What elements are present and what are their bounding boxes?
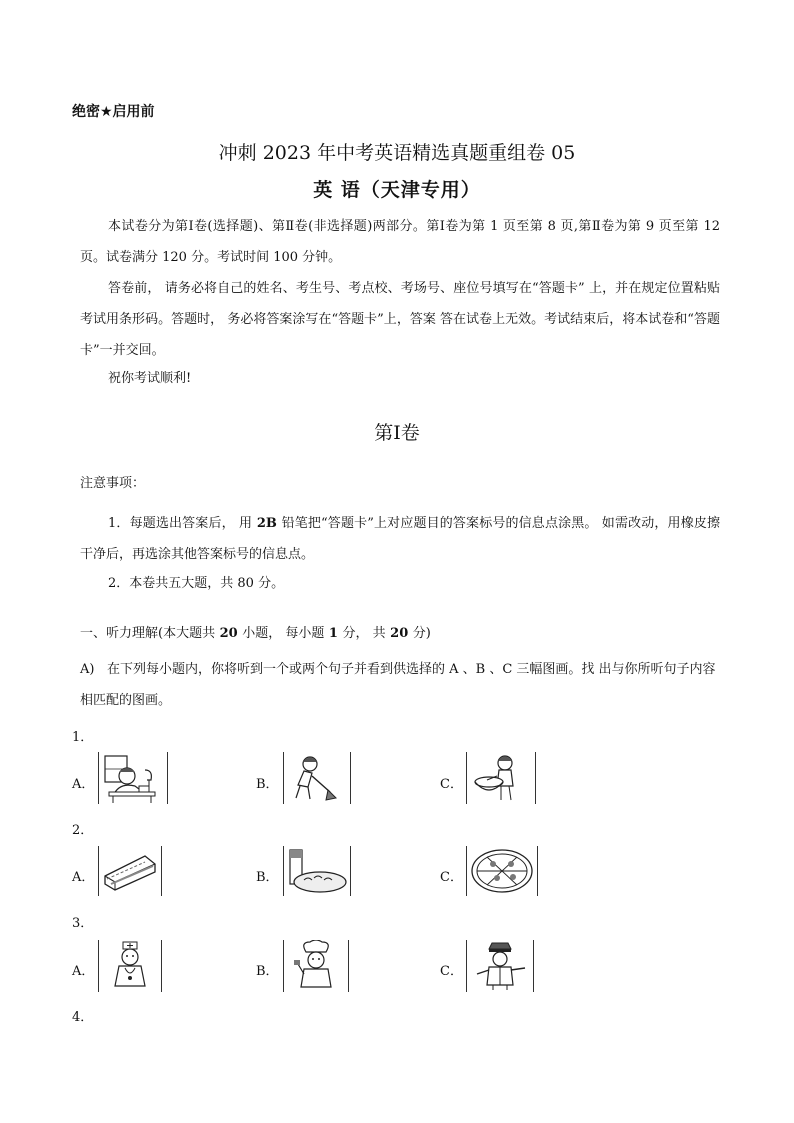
option-label: C． <box>440 870 463 885</box>
heading-text: 分) <box>412 626 431 641</box>
confidential-mark: 绝密★启用前 <box>72 104 155 120</box>
part-a-text: 在下列每小题内，你将听到一个或两个句子并看到供选择的 A 、B 、C 三幅图画。找 出与你所听句子内容相匹配的图画。 <box>80 662 716 708</box>
exam-title: 冲刺 2023 年中考英语精选真题重组卷 05 <box>218 142 576 164</box>
cook-icon[interactable] <box>283 940 349 992</box>
boy-sweeping-icon[interactable] <box>283 752 351 804</box>
pizza-icon[interactable] <box>466 846 538 896</box>
question-number: 2． <box>72 823 94 838</box>
question-number: 1． <box>72 730 94 745</box>
heading-number: 1 <box>324 626 343 641</box>
exam-subtitle: 英 语（天津专用） <box>313 179 481 201</box>
section-title: 第Ⅰ卷 <box>374 422 420 444</box>
option-label: A． <box>72 964 95 979</box>
heading-text: 一、听力理解(本大题共 <box>80 626 216 641</box>
option-label: B． <box>256 870 279 885</box>
note-item-1-text-rest: 铅笔把“答题卡”上对应题目的答案标号的信息点涂黑。 如需改动，用橡皮擦干净后，再选涂其他答案标号的信息点。 <box>80 516 720 562</box>
option-label: A． <box>72 777 95 792</box>
heading-number: 20 <box>215 626 243 641</box>
note-item-1-text: 1．每题选出答案后， 用 <box>108 516 253 531</box>
doctor-icon[interactable] <box>98 940 162 992</box>
question-number: 3． <box>72 916 94 931</box>
option-label: C． <box>440 964 463 979</box>
good-luck-text: 祝你考试顺利! <box>108 371 192 386</box>
heading-number: 20 <box>385 626 413 641</box>
police-officer-icon[interactable] <box>466 940 534 992</box>
part-a-instructions <box>80 654 720 716</box>
listening-section-heading <box>80 622 431 641</box>
note-item-2: 2．本卷共五大题，共 80 分。 <box>108 576 285 591</box>
notes-heading: 注意事项： <box>80 476 146 491</box>
part-a-label: A) <box>80 662 95 677</box>
heading-text: 小题， 每小题 <box>242 626 325 641</box>
note-item-1 <box>80 508 720 570</box>
note-item-1-bold: 2B <box>252 516 282 531</box>
intro-paragraph-1: 本试卷分为第Ⅰ卷(选择题)、第Ⅱ卷(非选择题)两部分。第Ⅰ卷为第 1 页至第 8 页,第Ⅱ卷为第 9 页至第 12 页。试卷满分 120 分。考试时间 100 分钟。 <box>80 219 720 265</box>
question-number: 4． <box>72 1010 94 1025</box>
sandwich-icon[interactable] <box>98 846 162 896</box>
option-label: B． <box>256 964 279 979</box>
intro-paragraph-2: 答卷前， 请务必将自己的姓名、考生号、考点校、考场号、座位号填写在“答题卡” 上，并在规定位置粘贴考试用条形码。答题时， 务必将答案涂写在“答题卡”上，答案 答在试卷上无效。考试结束后，将本试卷和“答题卡”一并交回。 <box>80 281 720 358</box>
option-label: A． <box>72 870 95 885</box>
option-label: C． <box>440 777 463 792</box>
boy-cooking-icon[interactable] <box>466 752 536 804</box>
bread-and-milk-icon[interactable] <box>283 846 351 896</box>
heading-text: 分， 共 <box>342 626 386 641</box>
option-label: B． <box>256 777 279 792</box>
boy-reading-at-desk-icon[interactable] <box>98 752 168 804</box>
